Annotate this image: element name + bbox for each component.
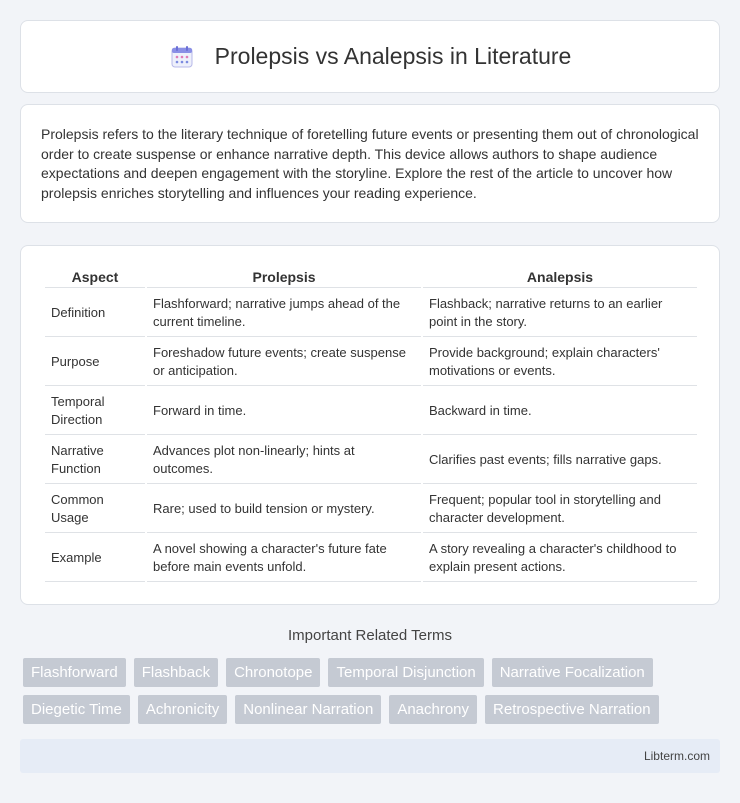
table-header-row xyxy=(45,266,697,288)
term-tag[interactable]: Achronicity xyxy=(138,695,227,724)
analepsis-cell: Backward in time. xyxy=(423,388,697,435)
aspect-cell: Temporal Direction xyxy=(45,388,145,435)
table-row xyxy=(45,339,697,386)
term-tag[interactable]: Chronotope xyxy=(226,658,320,687)
aspect-cell: Definition xyxy=(45,290,145,337)
footer xyxy=(20,739,720,773)
table-row xyxy=(45,535,697,582)
term-tag[interactable]: Narrative Focalization xyxy=(492,658,653,687)
term-tag[interactable]: Flashback xyxy=(134,658,218,687)
table-row xyxy=(45,437,697,484)
prolepsis-cell: Advances plot non-linearly; hints at outcomes. xyxy=(147,437,421,484)
term-tag[interactable]: Temporal Disjunction xyxy=(328,658,483,687)
analepsis-cell: Flashback; narrative returns to an earlier point in the story. xyxy=(423,290,697,337)
related-terms-heading: Important Related Terms xyxy=(288,627,452,644)
intro-card xyxy=(20,104,720,223)
title-card xyxy=(20,20,720,93)
calendar-icon xyxy=(169,44,195,70)
header-prolepsis: Prolepsis xyxy=(147,266,421,288)
term-tag[interactable]: Retrospective Narration xyxy=(485,695,659,724)
comparison-card xyxy=(20,245,720,605)
term-tag[interactable]: Diegetic Time xyxy=(23,695,130,724)
header-aspect: Aspect xyxy=(45,266,145,288)
table-row xyxy=(45,486,697,533)
aspect-cell: Narrative Function xyxy=(45,437,145,484)
aspect-cell: Example xyxy=(45,535,145,582)
prolepsis-cell: A novel showing a character's future fate before main events unfold. xyxy=(147,535,421,582)
table-row xyxy=(45,290,697,337)
analepsis-cell: Clarifies past events; fills narrative gaps. xyxy=(423,437,697,484)
related-terms-list xyxy=(23,658,723,724)
analepsis-cell: Provide background; explain characters' motivations or events. xyxy=(423,339,697,386)
header-analepsis: Analepsis xyxy=(423,266,697,288)
page-title: Prolepsis vs Analepsis in Literature xyxy=(214,43,572,69)
aspect-cell: Common Usage xyxy=(45,486,145,533)
aspect-cell: Purpose xyxy=(45,339,145,386)
table-row xyxy=(45,388,697,435)
term-tag[interactable]: Flashforward xyxy=(23,658,126,687)
term-tag[interactable]: Anachrony xyxy=(389,695,477,724)
analepsis-cell: Frequent; popular tool in storytelling and character development. xyxy=(423,486,697,533)
term-tag[interactable]: Nonlinear Narration xyxy=(235,695,381,724)
prolepsis-cell: Rare; used to build tension or mystery. xyxy=(147,486,421,533)
comparison-table xyxy=(43,264,699,584)
analepsis-cell: A story revealing a character's childhood to explain present actions. xyxy=(423,535,697,582)
prolepsis-cell: Forward in time. xyxy=(147,388,421,435)
footer-site-link[interactable]: Libterm.com xyxy=(643,749,710,763)
prolepsis-cell: Foreshadow future events; create suspense or anticipation. xyxy=(147,339,421,386)
prolepsis-cell: Flashforward; narrative jumps ahead of the current timeline. xyxy=(147,290,421,337)
intro-paragraph: Prolepsis refers to the literary technique of foretelling future events or presenting them out of chronological order to create suspense or enhance narrative depth. This device allows authors to shape audience expectations and deepen engagement with the storyline. Explore the rest of the article to uncover how prolepsis enriches storytelling and influences your reading experience. xyxy=(41,126,699,201)
